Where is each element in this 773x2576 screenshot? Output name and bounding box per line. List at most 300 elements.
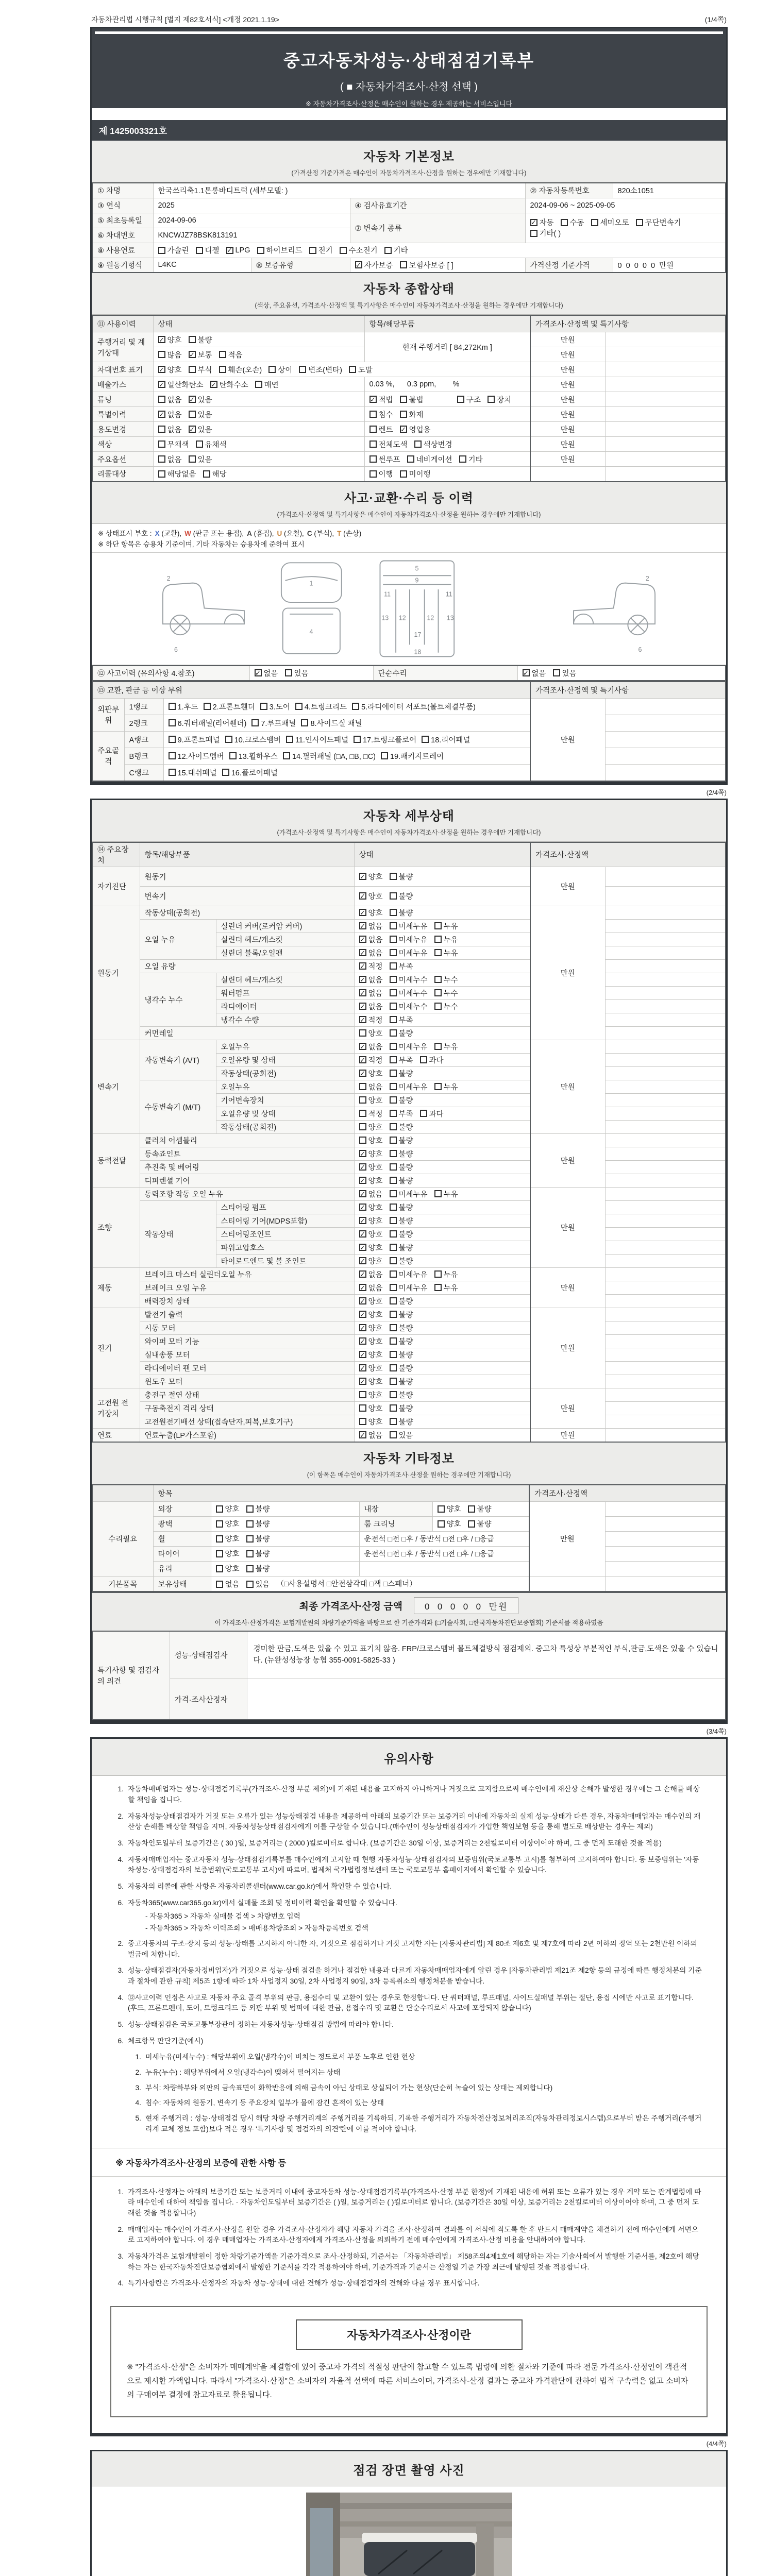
section-other-info — [92, 1443, 726, 1484]
checkbox-option[interactable] — [359, 1148, 383, 1159]
checkbox-box — [390, 1096, 397, 1104]
checkbox-option[interactable] — [381, 751, 444, 761]
detail-row — [92, 1321, 726, 1334]
checkbox-box — [216, 1565, 223, 1572]
checkbox-box: ✓ — [360, 1216, 365, 1225]
checkbox-option[interactable] — [359, 1081, 383, 1092]
checkbox-label: 양호 — [368, 1096, 383, 1105]
checkbox-label: 양호 — [167, 366, 182, 375]
section-subtitle: (가격조사·산정액 및 특기사항은 매수인이 자동차가격조사·산정을 원하는 경우에만 기재합니다) — [277, 511, 541, 518]
checkbox-option[interactable] — [390, 1215, 413, 1226]
checkbox-option[interactable] — [359, 1001, 383, 1012]
checkbox-option[interactable] — [390, 1122, 413, 1132]
checkbox-option[interactable] — [285, 668, 309, 679]
checkbox-box — [438, 1505, 445, 1513]
checkbox-option[interactable] — [390, 1189, 428, 1199]
checkbox-option[interactable] — [246, 1503, 270, 1514]
checkbox-option[interactable] — [434, 1282, 458, 1293]
checkbox-option[interactable] — [390, 1242, 413, 1253]
checkbox-option[interactable] — [189, 349, 212, 360]
detail-row — [92, 1334, 726, 1348]
checkbox-option[interactable] — [438, 1503, 461, 1514]
device-label: 고전원 전기장치 — [92, 1388, 140, 1428]
checkbox-option[interactable] — [561, 217, 584, 228]
overall-row — [92, 467, 726, 482]
detail-row — [92, 1401, 726, 1415]
svg-text:12: 12 — [427, 614, 434, 622]
checkbox-option[interactable] — [390, 1389, 413, 1400]
checkbox-option[interactable] — [390, 1175, 413, 1186]
price-cell: 만원 — [530, 906, 605, 1040]
checkbox-option[interactable] — [359, 1282, 383, 1293]
checkbox-option[interactable] — [390, 1055, 413, 1065]
checkbox-option[interactable] — [299, 364, 342, 375]
checkbox-option[interactable] — [390, 1014, 413, 1025]
notice-item: 6. 자동차365(www.car365.go.kr)에서 실매물 조회 및 정비이력 확인을 확인할 수 있습니다. — [117, 1899, 397, 1907]
status-cell — [354, 1321, 530, 1334]
group-label: 작동상태 — [140, 1200, 216, 1267]
checkbox-box — [229, 752, 237, 759]
checkbox-box — [216, 1505, 223, 1513]
checkbox-option[interactable] — [400, 260, 453, 270]
checkbox-option[interactable] — [359, 891, 383, 902]
checkbox-option[interactable] — [169, 734, 220, 745]
checkbox-option[interactable] — [158, 468, 196, 479]
row-label: 튜닝 — [92, 392, 153, 407]
checkbox-box — [260, 703, 267, 710]
checkbox-option[interactable] — [390, 1081, 428, 1092]
checkbox-option[interactable] — [359, 907, 383, 918]
column-header-row — [92, 842, 726, 867]
checkbox-option[interactable] — [359, 1256, 383, 1266]
detail-row — [92, 1200, 726, 1214]
valuation-definition-box — [110, 2306, 708, 2417]
checkbox-option[interactable] — [434, 1081, 458, 1092]
checkbox-option[interactable] — [359, 1162, 383, 1173]
status-cell — [354, 919, 530, 933]
checkbox-option[interactable] — [246, 1533, 270, 1544]
item-label: 구동축전지 격리 상태 — [140, 1401, 354, 1415]
checkbox-option[interactable] — [459, 454, 483, 465]
checkbox-option[interactable] — [189, 364, 212, 375]
checkbox-option[interactable] — [359, 947, 383, 958]
checkbox-option[interactable] — [359, 1122, 383, 1132]
column-header: 가격조사·산정액 및 특기사항 — [530, 315, 726, 332]
checkbox-option[interactable] — [169, 767, 217, 778]
checkbox-box — [369, 470, 377, 478]
checkbox-box — [390, 1431, 397, 1438]
checkbox-option[interactable] — [158, 394, 182, 405]
checkbox-option[interactable] — [158, 379, 204, 390]
page-4 — [90, 2450, 728, 2576]
checkbox-option[interactable] — [407, 454, 452, 465]
checkbox-box — [390, 949, 397, 956]
checkbox-option[interactable] — [158, 439, 189, 450]
item-label: 휠 — [153, 1531, 211, 1546]
checkbox-box — [196, 247, 203, 254]
checkbox-option[interactable] — [523, 668, 546, 679]
checkbox-option[interactable] — [355, 260, 393, 270]
checkbox-box — [390, 1284, 397, 1291]
checkbox-box — [434, 1083, 442, 1090]
rank-label: B랭크 — [124, 748, 163, 764]
checkbox-box — [359, 1029, 366, 1037]
checkbox-option[interactable] — [359, 1430, 383, 1440]
checkbox-option[interactable] — [422, 734, 470, 745]
checkbox-option[interactable] — [369, 409, 393, 420]
checkbox-label: 불량 — [398, 1096, 413, 1105]
checkbox-option[interactable] — [390, 907, 413, 918]
checkbox-option[interactable] — [189, 454, 212, 465]
checkbox-option[interactable] — [158, 424, 182, 435]
checkbox-option[interactable] — [468, 1503, 492, 1514]
checkbox-option[interactable] — [390, 947, 428, 958]
checkbox-option[interactable] — [359, 1323, 383, 1333]
checkbox-label: 불량 — [477, 1520, 492, 1529]
parts-row — [92, 715, 726, 731]
checkbox-option[interactable] — [196, 439, 227, 450]
checkbox-option[interactable] — [216, 1548, 240, 1559]
checkbox-label: 양호 — [368, 1029, 383, 1038]
checkbox-option[interactable] — [369, 468, 393, 479]
checkbox-option[interactable] — [196, 245, 220, 256]
checkbox-option[interactable] — [390, 1403, 413, 1414]
checkbox-option[interactable] — [390, 1001, 428, 1012]
checkbox-box: ✓ — [360, 1042, 365, 1050]
checkbox-option[interactable] — [255, 379, 279, 390]
group-label: 오일 누유 — [140, 919, 216, 959]
checkbox-option[interactable] — [359, 1269, 383, 1280]
overall-status-table — [92, 315, 726, 482]
checkbox-option[interactable] — [359, 1108, 383, 1119]
checkbox-option[interactable] — [268, 364, 292, 375]
checkbox-option[interactable] — [414, 439, 452, 450]
checkbox-option[interactable] — [203, 468, 227, 479]
checkbox-option[interactable] — [219, 349, 243, 360]
checkbox-option[interactable] — [390, 1416, 413, 1427]
checkbox-label: 변조(변타) — [308, 366, 342, 375]
checkbox-option[interactable] — [158, 409, 182, 420]
checkbox-box: ✓ — [360, 1230, 365, 1238]
checkbox-option[interactable] — [222, 767, 278, 778]
detail-row — [92, 1308, 726, 1321]
checkbox-option[interactable] — [400, 409, 424, 420]
column-header: 상태 — [153, 315, 364, 332]
checkbox-option[interactable] — [359, 988, 383, 998]
checkbox-option[interactable] — [189, 394, 212, 405]
checkbox-option[interactable] — [400, 424, 431, 435]
checkbox-option[interactable] — [354, 734, 416, 745]
checkbox-option[interactable] — [359, 1389, 383, 1400]
checkbox-option[interactable] — [359, 1028, 383, 1039]
checkbox-option[interactable] — [359, 934, 383, 945]
checkbox-option[interactable] — [390, 1162, 413, 1173]
checkbox-option[interactable] — [158, 454, 182, 465]
checkbox-option[interactable] — [158, 334, 182, 345]
checkbox-option[interactable] — [158, 364, 182, 375]
checkbox-option[interactable] — [390, 1202, 413, 1213]
checkbox-option[interactable] — [359, 1215, 383, 1226]
checkbox-option[interactable] — [591, 217, 629, 228]
checkbox-option[interactable] — [204, 701, 255, 712]
checkbox-option[interactable] — [390, 1269, 428, 1280]
checkbox-option[interactable] — [359, 974, 383, 985]
checkbox-option[interactable] — [349, 364, 373, 375]
checkbox-option[interactable] — [488, 394, 511, 405]
checkbox-option[interactable] — [390, 1135, 413, 1146]
checkbox-option[interactable] — [225, 734, 281, 745]
checkbox-option[interactable] — [400, 468, 431, 479]
checkbox-option[interactable] — [530, 217, 554, 228]
checkbox-label: 양호 — [368, 873, 383, 882]
checkbox-label: 무단변속기 — [645, 219, 681, 227]
checkbox-option[interactable] — [309, 245, 333, 256]
checkbox-option[interactable] — [229, 751, 278, 761]
checkbox-option[interactable] — [390, 988, 428, 998]
legend-desc: (판금 또는 용접), — [191, 529, 244, 537]
overall-row — [92, 452, 726, 467]
checkbox-option[interactable] — [216, 1563, 240, 1574]
checkbox-option[interactable] — [210, 379, 248, 390]
notice-subitem: 2. 누유(누수) : 해당부위에서 오일(냉각수)이 맺혀서 떨어지는 상태 — [135, 2069, 341, 2077]
checkbox-option[interactable] — [390, 1108, 413, 1119]
checkbox-option[interactable] — [438, 1518, 461, 1529]
checkbox-option[interactable] — [283, 751, 376, 761]
checkbox-option[interactable] — [216, 1533, 240, 1544]
checkbox-option[interactable] — [390, 1430, 413, 1440]
checkbox-option[interactable] — [359, 1189, 383, 1199]
checkbox-option[interactable] — [390, 1148, 413, 1159]
item-label: 실린더 헤드/개스킷 — [216, 933, 354, 946]
checkbox-box — [158, 440, 165, 448]
item-label: 작동상태(공회전) — [216, 1120, 354, 1133]
checkbox-option[interactable] — [369, 439, 408, 450]
price-cell: 만원 — [529, 1501, 605, 1576]
checkbox-box: ✓ — [360, 1377, 365, 1385]
checkbox-option[interactable] — [246, 1548, 270, 1559]
checkbox-option[interactable] — [359, 1175, 383, 1186]
checkbox-box — [359, 1083, 366, 1090]
checkbox-option[interactable] — [434, 921, 458, 931]
checkbox-box: ✓ — [360, 1270, 365, 1278]
checkbox-option[interactable] — [390, 974, 428, 985]
checkbox-option[interactable] — [189, 424, 212, 435]
checkbox-option[interactable] — [390, 934, 428, 945]
checkbox-box — [359, 1096, 366, 1104]
checkbox-option[interactable] — [359, 1095, 383, 1106]
checkbox-option[interactable] — [434, 1269, 458, 1280]
checkbox-option[interactable] — [255, 668, 278, 679]
checkbox-option[interactable] — [384, 245, 408, 256]
checkbox-option[interactable] — [390, 871, 413, 882]
checkbox-option[interactable] — [359, 1296, 383, 1307]
checkbox-option[interactable] — [189, 409, 212, 420]
checkbox-option[interactable] — [340, 245, 378, 256]
checkbox-option[interactable] — [390, 1323, 413, 1333]
checkbox-option[interactable] — [468, 1518, 492, 1529]
price-cell: 만원 — [530, 698, 605, 781]
checkbox-option[interactable] — [390, 1229, 413, 1240]
status-cell — [354, 959, 530, 973]
checkbox-option[interactable] — [226, 246, 250, 255]
checkbox-option[interactable] — [359, 1242, 383, 1253]
checkbox-option[interactable] — [169, 751, 224, 761]
checkbox-option[interactable] — [420, 1055, 444, 1065]
checkbox-option[interactable] — [434, 1001, 458, 1012]
checkbox-option[interactable] — [301, 718, 362, 728]
checkbox-option[interactable] — [390, 1363, 413, 1374]
checkbox-option[interactable] — [359, 1202, 383, 1213]
checkbox-box — [246, 1581, 254, 1588]
checkbox-box — [158, 470, 165, 478]
checkbox-option[interactable] — [359, 921, 383, 931]
checkbox-label: 불량 — [398, 1217, 413, 1226]
checkbox-label: 없음 — [167, 411, 182, 419]
item-label: 클러치 어셈블리 — [140, 1133, 354, 1147]
other-row — [92, 1501, 726, 1516]
checkbox-option[interactable] — [246, 1579, 270, 1589]
checkbox-option[interactable] — [390, 961, 413, 972]
field-value-year: 2025 — [153, 198, 350, 213]
checkbox-box — [390, 1418, 397, 1425]
checkbox-option[interactable] — [390, 1256, 413, 1266]
checkbox-label: 불량 — [398, 1297, 413, 1306]
checkbox-option[interactable] — [390, 1028, 413, 1039]
checkbox-option[interactable] — [636, 217, 681, 228]
checkbox-option[interactable] — [369, 394, 393, 405]
table-row — [92, 243, 726, 258]
checkbox-option[interactable] — [169, 701, 198, 712]
checkbox-option[interactable] — [158, 245, 189, 256]
checkbox-option[interactable] — [434, 1041, 458, 1052]
status-cell — [354, 946, 530, 959]
checkbox-option[interactable] — [359, 1376, 383, 1387]
legend-desc: (부식), — [312, 529, 334, 537]
checkbox-option[interactable] — [359, 871, 383, 882]
checkbox-option[interactable] — [390, 921, 428, 931]
checkbox-option[interactable] — [251, 718, 296, 728]
checkbox-option[interactable] — [189, 334, 212, 345]
checkbox-label: 11.인사이드패널 — [295, 736, 348, 744]
checkbox-option[interactable] — [359, 1403, 383, 1414]
checkbox-option[interactable] — [359, 1349, 383, 1360]
checkbox-option[interactable] — [457, 394, 481, 405]
checkbox-option[interactable] — [390, 1336, 413, 1347]
checkbox-label: 상이 — [278, 366, 293, 375]
checkbox-label: 불량 — [398, 1230, 413, 1239]
checkbox-option[interactable] — [359, 1068, 383, 1079]
checkbox-label: 없음 — [368, 949, 383, 958]
checkbox-option[interactable] — [390, 1296, 413, 1307]
checkbox-box — [390, 1297, 397, 1304]
checkbox-option[interactable] — [369, 454, 400, 465]
checkbox-option[interactable] — [286, 734, 348, 745]
checkbox-option[interactable] — [246, 1518, 270, 1529]
checkbox-option[interactable] — [390, 891, 413, 902]
checkbox-option[interactable] — [390, 1349, 413, 1360]
checkbox-option[interactable] — [390, 1068, 413, 1079]
checkbox-option[interactable] — [219, 364, 262, 375]
checkbox-option[interactable] — [246, 1563, 270, 1574]
checkbox-box — [420, 1110, 427, 1117]
checkbox-option[interactable] — [530, 228, 561, 239]
valuation-box-title: 자동차가격조사·산정이란 — [296, 2319, 523, 2350]
checkbox-option[interactable] — [400, 394, 424, 405]
checkbox-option[interactable] — [352, 701, 476, 712]
checkbox-option[interactable] — [359, 1135, 383, 1146]
detail-row — [92, 1147, 726, 1160]
checkbox-option[interactable] — [359, 1014, 383, 1025]
checkbox-option[interactable] — [369, 424, 393, 435]
checkbox-option[interactable] — [359, 961, 383, 972]
checkbox-option[interactable] — [169, 718, 247, 728]
checkbox-option[interactable] — [553, 668, 577, 679]
table-row — [92, 198, 726, 213]
checkbox-option[interactable] — [434, 934, 458, 945]
checkbox-box — [251, 719, 259, 726]
checkbox-box — [390, 1043, 397, 1050]
checkbox-label: 불량 — [398, 1244, 413, 1252]
checkbox-option[interactable] — [158, 349, 182, 360]
legend-desc: (손상) — [341, 529, 362, 537]
parts-row — [92, 748, 726, 764]
checkbox-box — [390, 1003, 397, 1010]
checkbox-option[interactable] — [359, 1055, 383, 1065]
basic-info-table — [92, 182, 726, 273]
checkbox-option[interactable] — [434, 988, 458, 998]
checkbox-option[interactable] — [359, 1363, 383, 1374]
checkbox-box — [390, 892, 397, 900]
checkbox-box: ✓ — [360, 1176, 365, 1184]
column-header: ⑬ 교환, 판금 등 이상 부위 — [92, 682, 530, 699]
checkbox-label: 불량 — [398, 1204, 413, 1212]
checkbox-box: ✓ — [189, 425, 195, 433]
overall-row — [92, 422, 726, 437]
checkbox-option[interactable] — [257, 245, 303, 256]
checkbox-option[interactable] — [359, 1309, 383, 1320]
item-label: 오일누유 — [216, 1080, 354, 1093]
checkbox-option[interactable] — [359, 1041, 383, 1052]
checkbox-option[interactable] — [216, 1518, 240, 1529]
checkbox-box: ✓ — [360, 1364, 365, 1372]
notice-item: 3. 자동차인도일부터 보증기간은 ( 30 )일, 보증거리는 ( 2000 )킬로미터로 합니다. (보증기간은 30일 이상, 보증거리는 2천킬로미터 이상이어야 하며, 그 중 먼저 도래한 것을 적용) — [117, 1839, 662, 1848]
checkbox-option[interactable] — [434, 947, 458, 958]
svg-text:6: 6 — [638, 646, 642, 653]
checkbox-label: 불량 — [398, 1150, 413, 1159]
checkbox-option[interactable] — [434, 1189, 458, 1199]
checkbox-option[interactable] — [295, 701, 347, 712]
status-cell: 0.03 %, 0.3 ppm, % — [364, 377, 530, 392]
checkbox-option[interactable] — [390, 1376, 413, 1387]
checkbox-box — [459, 455, 466, 463]
checkbox-option[interactable] — [390, 1309, 413, 1320]
checkbox-box — [390, 1217, 397, 1224]
parts-options — [163, 698, 530, 715]
checkbox-option[interactable] — [216, 1579, 240, 1589]
checkbox-option[interactable] — [359, 1229, 383, 1240]
checkbox-option[interactable] — [420, 1108, 444, 1119]
checkbox-option[interactable] — [216, 1503, 240, 1514]
status-cell — [153, 392, 364, 407]
checkbox-option[interactable] — [434, 974, 458, 985]
checkbox-option[interactable] — [359, 1336, 383, 1347]
fuel-options — [153, 243, 726, 258]
checkbox-option[interactable] — [390, 1282, 428, 1293]
checkbox-option[interactable] — [390, 1041, 428, 1052]
checkbox-option[interactable] — [390, 1095, 413, 1106]
checkbox-option[interactable] — [359, 1416, 383, 1427]
checkbox-option[interactable] — [260, 701, 290, 712]
